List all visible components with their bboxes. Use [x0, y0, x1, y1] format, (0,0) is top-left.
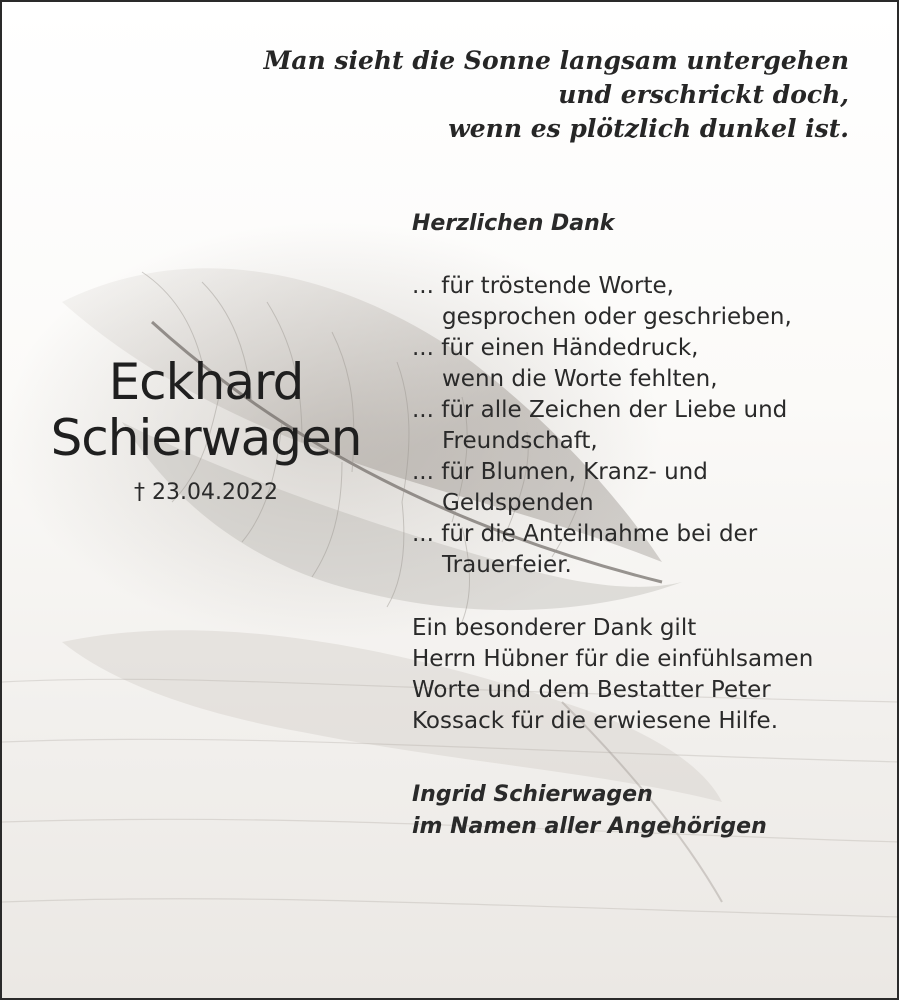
motto-line: Man sieht die Sonne langsam untergehen [263, 46, 849, 75]
thanks-heading: Herzlichen Dank [412, 211, 615, 236]
signature [412, 779, 882, 843]
signature-name: Ingrid Schierwagen [412, 782, 653, 807]
thanks-item-line: ... für alle Zeichen der Liebe und [412, 397, 788, 423]
special-thanks-line: Herrn Hübner für die einfühlsamen [412, 646, 814, 672]
thanks-item-line: Trauerfeier. [442, 552, 572, 578]
deceased-last-name: Schierwagen [50, 409, 362, 467]
thanks-item-line: gesprochen oder geschrieben, [442, 304, 792, 330]
special-thanks-line: Ein besonderer Dank gilt [412, 615, 697, 641]
motto-quote [264, 44, 849, 146]
death-date: † 23.04.2022 [134, 480, 278, 505]
thanks-section [412, 208, 882, 843]
signature-subline: im Namen aller Angehörigen [412, 814, 767, 839]
thanks-list [412, 271, 882, 581]
special-thanks [412, 613, 882, 737]
thanks-item-line: ... für einen Händedruck, [412, 335, 699, 361]
thanks-item-line: wenn die Worte fehlten, [442, 366, 718, 392]
thanks-item-line: ... für die Anteilnahme bei der [412, 521, 758, 547]
thanks-item-line: ... für Blumen, Kranz- und [412, 459, 708, 485]
deceased-first-name: Eckhard [108, 353, 304, 411]
special-thanks-line: Worte und dem Bestatter Peter [412, 677, 771, 703]
thanks-item-line: ... für tröstende Worte, [412, 273, 674, 299]
motto-line: und erschrickt doch, [558, 80, 849, 109]
motto-line: wenn es plötzlich dunkel ist. [448, 114, 849, 143]
special-thanks-line: Kossack für die erwiesene Hilfe. [412, 708, 779, 734]
deceased-name-block [20, 354, 392, 505]
thanks-item-line: Geldspenden [442, 490, 594, 516]
thanks-item-line: Freundschaft, [442, 428, 598, 454]
